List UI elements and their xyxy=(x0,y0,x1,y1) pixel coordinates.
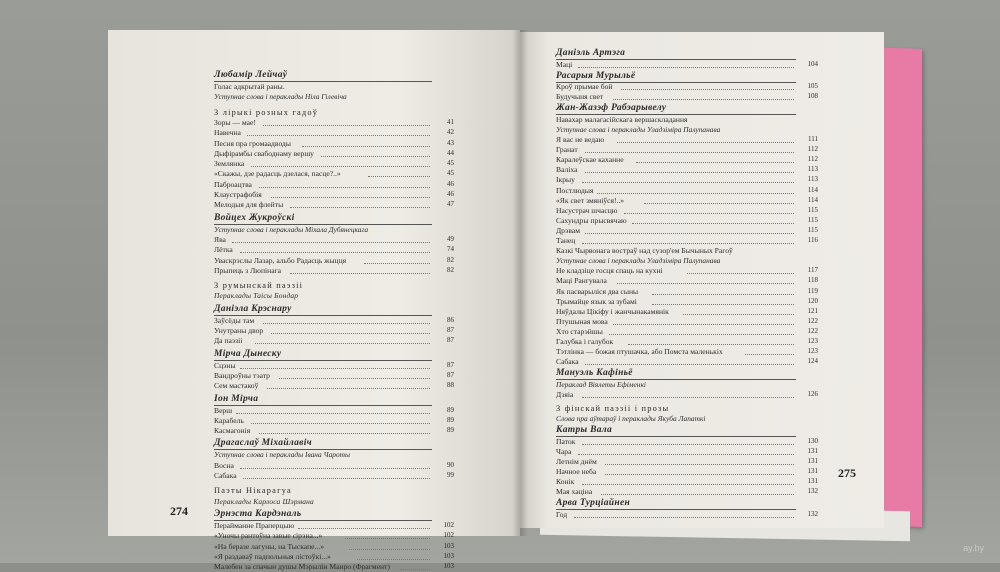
toc-author-row xyxy=(214,349,454,360)
toc-title-text: Начное неба xyxy=(556,467,597,476)
toc-leader-dots xyxy=(267,387,430,389)
toc-leader-dots xyxy=(279,377,431,379)
toc-leader-dots xyxy=(259,186,430,188)
toc-page-number: 122 xyxy=(807,326,818,335)
toc-title-row xyxy=(556,59,818,70)
toc-leader-dots xyxy=(345,537,430,539)
toc-author-row xyxy=(556,48,818,59)
toc-author-text: Любамір Лейчаў xyxy=(214,70,288,80)
toc-leader-dots xyxy=(255,342,430,344)
toc-title-text: Навахар малагасійскага вершаскладання xyxy=(556,114,688,124)
toc-title-text: Лётка xyxy=(214,245,233,255)
toc-author-text: Мірча Дынеску xyxy=(214,348,282,359)
toc-page-number: 89 xyxy=(447,405,454,414)
toc-author-text: Арва Турціайнен xyxy=(556,498,631,509)
toc-title-text: Насустрач шчасцю xyxy=(556,205,618,215)
left-page-number: 274 xyxy=(170,504,188,518)
toc-leader-dots xyxy=(613,323,794,325)
toc-leader-dots xyxy=(240,467,431,469)
left-page xyxy=(108,30,520,572)
toc-leader-dots xyxy=(582,443,795,445)
toc-page-number: 112 xyxy=(807,155,818,164)
toc-leader-dots xyxy=(652,293,794,295)
toc-leader-dots xyxy=(271,196,430,198)
toc-leader-dots xyxy=(302,145,430,147)
toc-page-number: 46 xyxy=(447,190,454,198)
toc-leader-dots xyxy=(621,88,795,90)
toc-page-number: 131 xyxy=(807,467,818,475)
toc-title-text: Будучыня свет xyxy=(556,92,604,102)
toc-leader-dots xyxy=(578,453,794,455)
book-gutter-shadow xyxy=(512,30,528,536)
toc-title-text: Ява xyxy=(214,234,226,244)
toc-title-text: Заўсёды там xyxy=(214,315,255,325)
toc-title-text: Верш xyxy=(214,405,233,415)
toc-leader-dots xyxy=(582,483,795,485)
toc-page-number: 131 xyxy=(807,477,818,486)
toc-leader-dots xyxy=(271,332,430,334)
toc-title-text: Год xyxy=(556,509,568,519)
toc-page-number: 82 xyxy=(447,265,454,274)
toc-page-number: 49 xyxy=(447,234,454,243)
toc-leader-dots xyxy=(232,241,430,243)
toc-page-number: 123 xyxy=(807,347,818,356)
toc-page-number: 103 xyxy=(443,551,454,560)
toc-leader-dots xyxy=(251,422,430,424)
toc-title-row xyxy=(214,470,454,481)
toc-sub-text: Уступнае слова і пераклады Уладзіміра Палупанава xyxy=(556,256,721,266)
toc-leader-dots xyxy=(624,212,794,214)
toc-title-text: «Уночы рантоўна завые сірэна...» xyxy=(214,531,323,541)
toc-sub-text: Уступнае слова і пераклады Івана Чароты xyxy=(214,450,351,460)
toc-title-row xyxy=(214,265,454,276)
toc-leader-dots xyxy=(243,477,430,479)
toc-title-text: Сцэны xyxy=(214,360,236,370)
toc-title-text: Птушыная мова xyxy=(556,316,608,326)
toc-leader-dots xyxy=(585,232,794,234)
toc-title-text: Малебен за спачын душы Мэрылін Манро (Фрагмент) xyxy=(214,562,390,572)
toc-page-number: 114 xyxy=(807,185,818,194)
toc-page-number: 126 xyxy=(807,389,818,398)
toc-leader-dots xyxy=(240,367,431,369)
toc-leader-dots xyxy=(585,151,794,153)
toc-title-text: Хто старэйшы xyxy=(556,326,603,336)
toc-page-number: 42 xyxy=(447,128,454,137)
toc-author-row xyxy=(556,103,818,114)
toc-leader-dots xyxy=(290,272,430,274)
toc-author-text: Эрнэста Кардэналь xyxy=(214,508,302,519)
toc-sub-text: Уступнае слова і пераклады Уладзіміра Палупанава xyxy=(556,124,721,134)
toc-page-number: 44 xyxy=(447,148,454,157)
toc-leader-dots xyxy=(617,282,794,284)
toc-page-number: 131 xyxy=(807,456,818,465)
toc-author-text: Драгаслаў Міхайлавіч xyxy=(214,438,312,449)
toc-title-text: Як пасварыліся два сыны xyxy=(556,286,639,296)
toc-title-row xyxy=(556,389,818,400)
toc-author-row xyxy=(556,368,818,379)
toc-page-number: 115 xyxy=(807,215,818,224)
toc-title-text: Навечна xyxy=(214,128,241,138)
toc-title-text: Галубка і галубок xyxy=(556,337,614,346)
toc-page-number: 103 xyxy=(443,541,454,550)
toc-page-number: 104 xyxy=(807,59,818,68)
toc-author-text: Даніэль Артэга xyxy=(556,48,626,58)
toc-title-text: Танец xyxy=(556,236,576,245)
toc-title-text: Сабака xyxy=(556,357,579,367)
toc-page-number: 45 xyxy=(447,169,454,178)
toc-author-row xyxy=(556,71,818,82)
toc-leader-dots xyxy=(644,202,794,204)
toc-page-number: 45 xyxy=(447,159,454,168)
toc-page-number: 108 xyxy=(807,92,818,101)
toc-sub-text: Слова пра аўтараў і пераклады Якуба Лапаткі xyxy=(556,414,706,424)
toc-leader-dots xyxy=(574,516,794,518)
toc-title-text: Трымайце язык за зубамі xyxy=(556,296,637,306)
toc-title-text: Дзяіа xyxy=(556,389,574,399)
toc-title-text: Дыфірамбы свабоднаму вершу xyxy=(214,148,314,158)
toc-leader-dots xyxy=(240,251,431,253)
toc-sect-text: З румынскай паэзіі xyxy=(214,281,304,291)
toc-title-row xyxy=(556,486,818,497)
toc-title-text: Я вас не ведаю xyxy=(556,135,605,144)
toc-leader-dots xyxy=(687,272,794,274)
toc-leader-dots xyxy=(290,206,430,208)
toc-title-text: Гранат xyxy=(556,145,578,155)
toc-title-text: Паброацтва xyxy=(214,179,252,189)
right-page-number: 275 xyxy=(838,466,856,480)
toc-title-row xyxy=(214,425,454,436)
toc-title-text: Каралеўскае каханне xyxy=(556,155,624,165)
toc-leader-dots xyxy=(636,161,794,163)
toc-leader-dots xyxy=(582,181,795,183)
toc-page-number: 131 xyxy=(807,446,818,455)
toc-translator-row xyxy=(214,290,454,301)
toc-page-number: 111 xyxy=(808,135,818,143)
toc-author-row xyxy=(556,498,818,509)
toc-leader-dots xyxy=(585,171,794,173)
toc-title-text: Валіха xyxy=(556,165,578,175)
toc-leader-dots xyxy=(601,493,794,495)
toc-title-text: Зоры — мае! xyxy=(214,117,256,127)
toc-title-row xyxy=(214,335,454,346)
toc-leader-dots xyxy=(745,353,794,355)
toc-title-text: «Як свет змяніўся!..» xyxy=(556,195,625,205)
toc-title-text: Маці Рангувала xyxy=(556,276,607,286)
toc-leader-dots xyxy=(357,558,431,560)
toc-title-text: Унутраны двор xyxy=(214,326,264,335)
toc-title-text: Мелодыя для флейты xyxy=(214,200,284,210)
toc-title-row xyxy=(556,356,818,367)
toc-leader-dots xyxy=(364,262,430,264)
toc-leader-dots xyxy=(578,66,794,68)
toc-page-number: 47 xyxy=(447,200,454,209)
toc-title-text: Постлюдыя xyxy=(556,185,594,195)
toc-leader-dots xyxy=(247,134,430,136)
toc-title-text: Сахундры прысвячаю xyxy=(556,215,627,225)
toc-page-number: 89 xyxy=(447,426,454,435)
toc-page-number: 112 xyxy=(807,145,818,154)
toc-leader-dots xyxy=(617,141,794,143)
right-toc xyxy=(520,32,884,528)
toc-title-text: Дрэвам xyxy=(556,225,581,235)
toc-title-text: Вандроўны тэатр xyxy=(214,370,270,380)
toc-leader-dots xyxy=(609,333,794,335)
toc-sect-text: З фінскай паэзіі і прозы xyxy=(556,404,670,413)
watermark: ay.by xyxy=(963,543,984,553)
toc-leader-dots xyxy=(632,222,794,224)
toc-title-text: Землянка xyxy=(214,159,245,169)
toc-title-text: «На беразе лагуны, на Тыскапе...» xyxy=(214,541,324,551)
toc-page-number: 89 xyxy=(447,415,454,424)
toc-author-row xyxy=(214,509,454,520)
toc-title-row xyxy=(214,561,454,572)
toc-title-text: Тэтлінка — божая птушачка, або Помста маленькіх xyxy=(556,347,723,357)
toc-page-number: 116 xyxy=(807,236,818,244)
toc-author-row xyxy=(214,394,454,405)
toc-title-row xyxy=(214,199,454,210)
toc-page-number: 115 xyxy=(807,225,818,234)
toc-leader-dots xyxy=(605,473,794,475)
toc-author-row xyxy=(214,304,454,315)
toc-title-text: Няўдалы Цікіфу і жанчынакамянік xyxy=(556,306,669,316)
toc-title-text: Мая хаціна xyxy=(556,487,593,497)
toc-title-text: Касмагонія xyxy=(214,426,251,436)
toc-leader-dots xyxy=(597,192,794,194)
toc-page-number: 130 xyxy=(807,436,818,445)
toc-sub-text: Пераклад Віялеты Ефіменкі xyxy=(556,379,646,389)
toc-page-number: 87 xyxy=(447,326,454,334)
toc-author-text: Жан-Жазэф Рабэарывелу xyxy=(556,103,667,114)
toc-title-text: Не кладзіце госця спаць на кухні xyxy=(556,266,663,276)
toc-page-number: 90 xyxy=(447,460,454,469)
toc-page-number: 86 xyxy=(447,315,454,324)
toc-page-number: 124 xyxy=(807,357,818,366)
toc-leader-dots xyxy=(605,463,794,465)
toc-author-text: Войцех Жукроўскі xyxy=(214,212,295,223)
toc-page-number: 115 xyxy=(807,205,818,214)
toc-title-text: Летнім днём xyxy=(556,456,597,466)
toc-leader-dots xyxy=(298,527,430,529)
toc-page-number: 87 xyxy=(447,360,454,369)
toc-sect-text: З лірыкі розных гадоў xyxy=(214,107,319,117)
toc-author-text: Іон Мірча xyxy=(214,393,259,404)
toc-title-text: Прыпець з Люпінага xyxy=(214,265,282,275)
left-toc xyxy=(108,30,520,572)
toc-translator-row xyxy=(214,496,454,507)
toc-page-number: 46 xyxy=(447,179,454,188)
toc-page-number: 113 xyxy=(807,165,818,174)
toc-page-number: 87 xyxy=(447,336,454,345)
toc-title-row xyxy=(556,91,818,102)
toc-translator-text: Пераклады Таісы Бондар xyxy=(214,291,299,301)
toc-title-text: Чара xyxy=(556,446,572,456)
toc-page-number: 121 xyxy=(807,306,818,315)
toc-leader-dots xyxy=(585,363,794,365)
toc-page-number: 82 xyxy=(447,255,454,264)
toc-page-number: 43 xyxy=(447,138,454,147)
toc-sub-row xyxy=(214,91,454,102)
toc-author-text: Катры Вала xyxy=(556,425,613,436)
toc-leader-dots xyxy=(236,412,430,414)
toc-author-row xyxy=(214,70,454,81)
toc-leader-dots xyxy=(259,432,430,434)
toc-page-number: 105 xyxy=(807,82,818,91)
toc-title-text: Голас адкрытай раны. xyxy=(214,82,285,91)
toc-page-number: 119 xyxy=(807,286,818,295)
toc-page-number: 132 xyxy=(807,509,818,518)
toc-sect-text: Паэты Нікарагуа xyxy=(214,486,292,496)
toc-title-text: Маці xyxy=(556,59,573,69)
toc-page-number: 87 xyxy=(447,370,454,379)
toc-title-row xyxy=(214,380,454,391)
toc-sub-text: Уступнае слова і пераклады Ніла Гілевіча xyxy=(214,92,347,102)
toc-title-text: Восна xyxy=(214,460,234,470)
toc-title-text: Паток xyxy=(556,436,576,446)
toc-title-text: Сем мастакоў xyxy=(214,381,259,391)
toc-title-text: «Я раздаваў падпольныя лістоўкі...» xyxy=(214,551,331,561)
toc-page-number: 88 xyxy=(447,381,454,390)
toc-sub-text: Уступнае слова і пераклады Міхала Дубянецкага xyxy=(214,224,369,234)
toc-leader-dots xyxy=(251,165,430,167)
toc-page-number: 120 xyxy=(807,296,818,305)
toc-page-number: 123 xyxy=(807,337,818,345)
right-page xyxy=(520,32,884,528)
toc-title-text: Сабака xyxy=(214,471,237,480)
toc-leader-dots xyxy=(582,242,795,244)
toc-title-text: Карабель xyxy=(214,415,244,425)
toc-leader-dots xyxy=(263,124,430,126)
toc-translator-text: Пераклады Карлоса Шэрмана xyxy=(214,496,314,506)
toc-title-text: Ікрыу xyxy=(556,175,575,185)
toc-page-number: 113 xyxy=(807,175,818,184)
toc-title-text: Да паэзіі xyxy=(214,336,243,346)
toc-title-text: Конік xyxy=(556,477,575,487)
toc-page-number: 99 xyxy=(447,471,454,479)
toc-leader-dots xyxy=(400,568,430,570)
toc-title-text: «Скажы, дзе радасць дзелася, пасце?..» xyxy=(214,169,341,179)
toc-page-number: 122 xyxy=(807,316,818,325)
toc-author-row xyxy=(556,425,818,436)
toc-title-row xyxy=(556,509,818,520)
toc-author-text: Мануэль Кафіньё xyxy=(556,368,633,379)
toc-page-number: 114 xyxy=(807,195,818,204)
toc-page-number: 102 xyxy=(443,520,454,529)
toc-leader-dots xyxy=(613,98,794,100)
toc-title-text: Песня пра громаадводы xyxy=(214,138,291,148)
toc-leader-dots xyxy=(582,396,795,398)
toc-title-text: Клаустрафобія xyxy=(214,190,262,199)
toc-leader-dots xyxy=(263,322,430,324)
toc-author-text: Расарыя Мурыльё xyxy=(556,70,636,81)
toc-author-row xyxy=(214,438,454,449)
toc-title-text: Уваскрэслы Лазар, альбо Радасць жыцця xyxy=(214,255,347,265)
toc-page-number: 41 xyxy=(447,117,454,126)
toc-page-number: 74 xyxy=(447,245,454,254)
toc-author-text: Даніэла Крэснару xyxy=(214,303,292,314)
toc-leader-dots xyxy=(349,548,430,550)
toc-title-text: Казкі Чырвонага востраў над сузор'ем Бычыных Рагоў xyxy=(556,246,733,256)
toc-leader-dots xyxy=(683,313,794,315)
toc-page-number: 132 xyxy=(807,487,818,496)
toc-leader-dots xyxy=(652,303,794,305)
toc-author-row xyxy=(214,213,454,224)
toc-leader-dots xyxy=(628,343,794,345)
toc-leader-dots xyxy=(321,155,430,157)
toc-title-text: Перайманне Праперцыю xyxy=(214,520,295,530)
toc-page-number: 118 xyxy=(807,276,818,285)
toc-page-number: 117 xyxy=(807,266,818,275)
toc-page-number: 103 xyxy=(443,562,454,571)
toc-sub-row xyxy=(556,413,818,424)
toc-page-number: 102 xyxy=(443,531,454,540)
toc-leader-dots xyxy=(368,175,430,177)
toc-title-text: Кроў прымае бой xyxy=(556,82,613,92)
